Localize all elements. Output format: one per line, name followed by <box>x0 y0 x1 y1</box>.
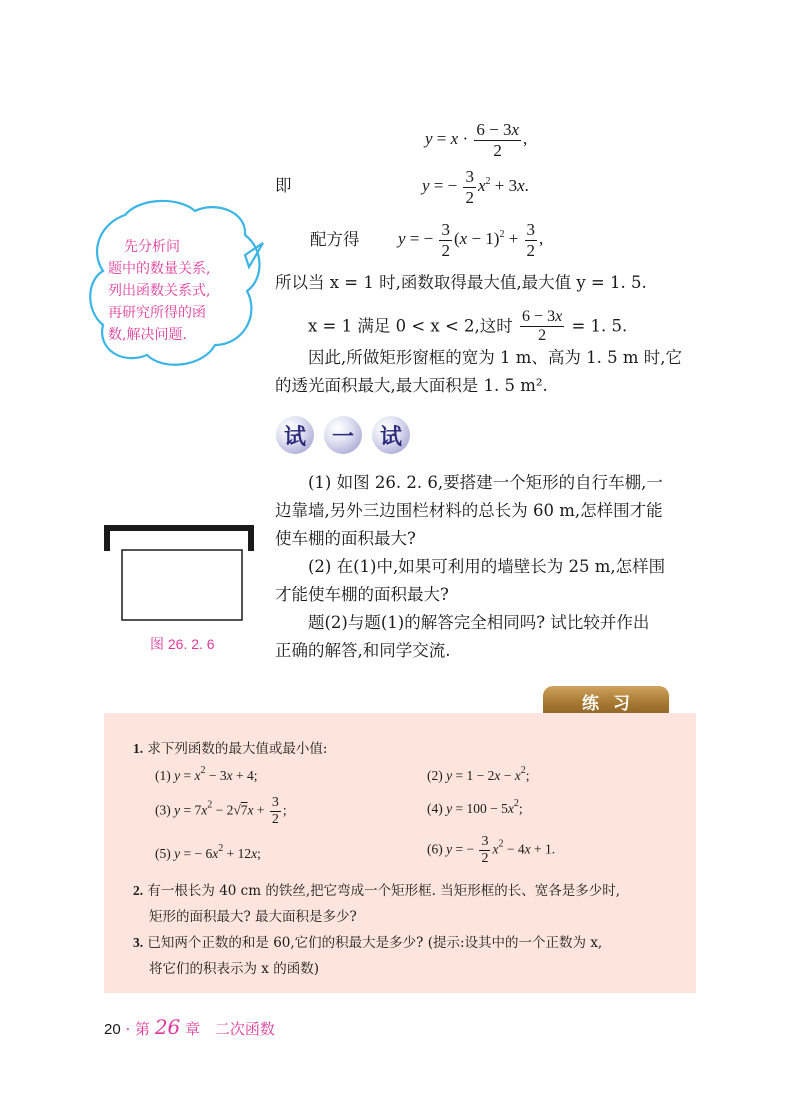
exercise-q3-line1: 已知两个正数的和是 60,它们的积最大是多少? (提示:设其中的一个正数为 x, <box>147 935 603 951</box>
equation-y-product: y = x · $\frac{6 - 3x}{2}$ , <box>425 120 528 160</box>
exercise-q1-text: 求下列函数的最大值或最小值: <box>147 741 328 757</box>
try-q3-line1: 题(2)与题(1)的解答完全相同吗? 试比较并作出 <box>308 613 650 632</box>
try-badge-char-2: 一 <box>324 416 362 454</box>
exercise-1-4: (4) $y = 100 - 5x^2$; <box>427 798 523 816</box>
exercise-q2 <box>133 878 620 930</box>
exercise-q1-number: 1. <box>133 741 144 756</box>
try-questions <box>275 469 705 665</box>
exercise-tab: 练习 <box>543 686 669 716</box>
cloud-line-5: 数,解决问题. <box>108 327 187 343</box>
peifang-label: 配方得 <box>310 230 360 249</box>
equation-vertex-form: y = − $\frac{3}{2}$ $(x - 1)^2$ + $\frac{3}{2}$ , <box>398 220 544 260</box>
cloud-note-text <box>108 236 258 346</box>
try-q1-line2: 边靠墙,另外三边围栏材料的总长为 60 m,怎样围才能 <box>275 501 663 520</box>
cloud-line-3: 列出函数关系式, <box>108 283 211 299</box>
try-q1-line3: 使车棚的面积最大? <box>275 529 416 548</box>
fraction-6-3x-over-2: $\frac{6 - 3x}{2}$ <box>522 308 563 345</box>
try-q3-line2: 正确的解答,和同学交流. <box>275 641 451 660</box>
cloud-line-1: 先分析问 <box>124 239 180 255</box>
exercise-q3-number: 3. <box>133 935 144 950</box>
footer-dot: · <box>125 1020 131 1038</box>
try-badge-char-3: 试 <box>372 416 410 454</box>
try-q1-line1: (1) 如图 26. 2. 6,要搭建一个矩形的自行车棚,一 <box>308 473 663 492</box>
line-condition-b: = 1. 5. <box>571 316 628 336</box>
line-condition <box>308 308 627 346</box>
figure-caption: 图 26. 2. 6 <box>150 636 215 652</box>
exercise-1-1: (1) $y = x^2 - 3x + 4$; <box>155 765 258 783</box>
cloud-line-2: 题中的数量关系, <box>108 261 211 277</box>
equation-y-quadratic: y = − $\frac{3}{2}$ $x^2 + 3x$. <box>422 167 529 207</box>
chapter-suffix: 章 <box>185 1020 201 1038</box>
exercise-1-6: (6) y = − $\frac{3}{2}$ $x^2 - 4x + 1$. <box>427 834 556 867</box>
try-q2-line1: (2) 在(1)中,如果可利用的墙壁长为 25 m,怎样围 <box>308 557 666 576</box>
exercise-q1 <box>133 737 327 757</box>
exercise-1-5: (5) y = − $6x^2 + 12x$; <box>155 843 261 861</box>
try-badge <box>276 416 410 454</box>
para-conclusion-line1: 因此,所做矩形窗框的宽为 1 m、高为 1. 5 m 时,它 <box>308 348 682 367</box>
page-footer <box>104 1015 275 1039</box>
line-suoyi: 所以当 x = 1 时,函数取得最大值,最大值 y = 1. 5. <box>275 273 647 292</box>
exercise-q2-line2: 矩形的面积最大? 最大面积是多少? <box>149 909 357 925</box>
chapter-number: 26 <box>154 1015 181 1039</box>
line-condition-a: x = 1 满足 0 < x < 2,这时 <box>308 316 513 336</box>
bike-shed-figure <box>100 520 260 630</box>
exercise-q2-line1: 有一根长为 40 cm 的铁丝,把它弯成一个矩形框. 当矩形框的长、宽各是多少时, <box>147 883 621 899</box>
chapter-title: 二次函数 <box>214 1020 275 1038</box>
para-conclusion-line2: 的透光面积最大,最大面积是 1. 5 m². <box>275 376 548 395</box>
exercise-q3-line2: 将它们的积表示为 x 的函数) <box>149 961 319 977</box>
exercise-1-2: (2) $y = 1 - 2x - x^2$; <box>427 765 530 783</box>
para-conclusion <box>275 344 705 400</box>
try-q2-line2: 才能使车棚的面积最大? <box>275 585 449 604</box>
page-number: 20 <box>104 1021 121 1038</box>
chapter-prefix: 第 <box>135 1020 151 1038</box>
word-ji: 即 <box>275 176 292 195</box>
exercise-q3 <box>133 930 602 982</box>
try-badge-char-1: 试 <box>276 416 314 454</box>
exercise-q2-number: 2. <box>133 883 144 898</box>
exercise-1-3: (3) $y = 7x^2 - 2√7x$ + $\frac{3}{2}$ ; <box>155 795 287 828</box>
cloud-line-4: 再研究所得的函 <box>108 305 206 321</box>
